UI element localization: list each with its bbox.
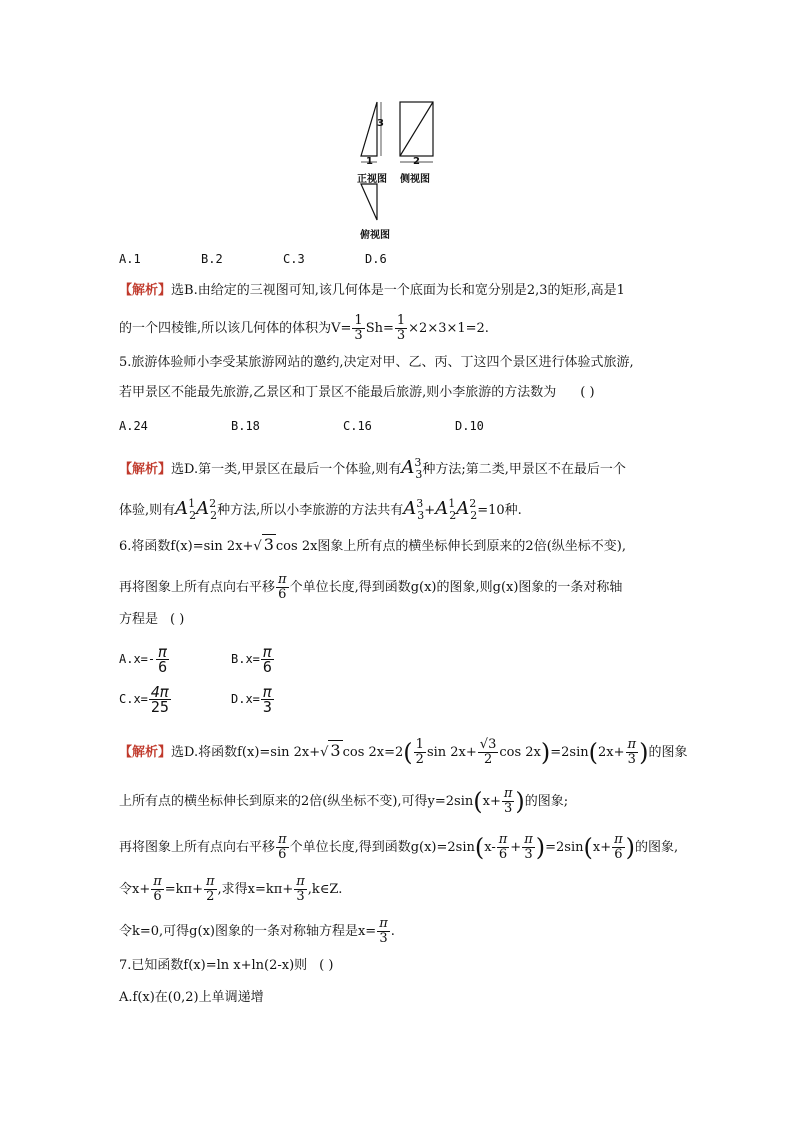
fraction: $\frac{1}{3}$: [396, 313, 406, 343]
perm-a22: $A^2_2$: [196, 497, 218, 522]
top-view-shape: [361, 184, 377, 220]
q4-option-b: B.2: [201, 252, 223, 266]
dim-1-label: 1: [366, 156, 373, 167]
q4-option-c: C.3: [283, 252, 305, 266]
dim-2-label: 2: [413, 156, 420, 167]
q6-option-a: A.x=- $\frac{\pi}{6}$: [119, 643, 168, 676]
sqrt-3: √ 3: [320, 741, 341, 760]
front-view-label: 正视图: [357, 174, 387, 185]
q4-options: [119, 251, 387, 267]
answer-blank: ( ): [170, 612, 185, 627]
answer-blank: ( ): [319, 958, 334, 973]
q5-solution-line1: 【解析】选D.第一类,甲景区在最后一个体验,则有$A^3_3$种方法;第二类,甲景区不在最后一个: [119, 456, 626, 481]
q7-option-a: A.f(x)在(0,2)上单调递增: [119, 990, 264, 1005]
sqrt-3: √ 3: [253, 535, 274, 554]
q6-solution-line5: 令k=0,可得g(x)图象的一条对称轴方程是x= $\frac{\pi}{3}$ .: [119, 916, 395, 946]
solution-tag: 【解析】: [119, 462, 172, 477]
solution-tag: 【解析】: [119, 283, 172, 298]
q5-solution-line2: 体验,则有$A^1_2A^2_2$种方法,所以小李旅游的方法共有$A^3_3+A^1_2A^2_2=10$种.: [119, 497, 522, 522]
q7-stem: 7.已知函数f(x)=ln x+ln(2-x)则 ( ): [119, 958, 334, 973]
q6-solution-line3: 再将图象上所有点向右平移 $\frac{\pi}{6}$ 个单位长度,得到函数g(x)=2sin(x- $\frac{\pi}{6}$ + $\frac{\pi}{3}$ )=2sin(x+ $\frac{\pi}{6}$ )的图象,: [119, 832, 679, 862]
q5-stem-line2: 若甲景区不能最先旅游,乙景区和丁景区不能最后旅游,则小李旅游的方法数为 ( ): [119, 385, 595, 400]
q6-options-row1: [119, 645, 275, 674]
perm-a21-b: $A^1_2$: [435, 497, 457, 522]
q6-stem-line2: 再将图象上所有点向右平移 $\frac{\pi}{6}$ 个单位长度,得到函数g(x)的图象,则g(x)图象的一条对称轴: [119, 572, 623, 602]
q6-solution-line2: 上所有点的横坐标伸长到原来的2倍(纵坐标不变),可得y=2sin(x+ $\frac{\pi}{3}$ )的图象;: [119, 786, 569, 816]
perm-a33: $A^3_3$: [401, 456, 423, 481]
fraction: $\frac{1}{3}$: [354, 313, 363, 343]
side-view-label: 侧视图: [400, 174, 430, 185]
perm-a21: $A^1_2$: [175, 497, 197, 522]
q6-option-c: C.x= $\frac{4\pi}{25}$: [119, 683, 169, 716]
q6-solution-line4: 令x+ $\frac{\pi}{6}$ =kπ+ $\frac{\pi}{2}$ ,求得x=kπ+ $\frac{\pi}{3}$ ,k∈Z.: [119, 874, 343, 904]
answer-blank: ( ): [580, 385, 595, 400]
perm-a33-b: $A^3_3$: [403, 497, 425, 522]
three-view-figure: [355, 98, 445, 238]
q6-solution-line1: 【解析】选D.将函数f(x)=sin 2x+√ 3 cos 2x=2( $\frac{1}{2}$ sin 2x+ $\frac{√3}{2}$ cos 2x)=2sin(2x+ $\frac{\pi}{3}$ )的图象: [119, 737, 688, 767]
solution-tag: 【解析】: [119, 745, 172, 760]
q6-option-d: D.x= $\frac{\pi}{3}$: [231, 683, 272, 716]
q5-option-c: C.16: [343, 419, 372, 433]
q4-solution-line1: 【解析】选B.由给定的三视图可知,该几何体是一个底面为长和宽分别是2,3的矩形,高是1: [119, 283, 625, 298]
q6-stem-line3: 方程是 ( ): [119, 612, 185, 627]
q6-option-b: B.x= $\frac{\pi}{6}$: [231, 643, 272, 676]
q4-solution-line2: 的一个四棱锥,所以该几何体的体积为V= $\frac{1}{3}$ Sh= $\frac{1}{3}$ ×2×3×1=2.: [119, 313, 489, 343]
perm-a22-b: $A^2_2$: [456, 497, 478, 522]
q6-stem-line1: 6.将函数f(x)=sin 2x+√ 3 cos 2x图象上所有点的横坐标伸长到原来的2倍(纵坐标不变),: [119, 535, 626, 554]
q5-stem-line1: 5.旅游体验师小李受某旅游网站的邀约,决定对甲、乙、丙、丁这四个景区进行体验式旅游,: [119, 355, 634, 370]
q6-options-row2: [119, 685, 275, 714]
q5-option-d: D.10: [455, 419, 484, 433]
dim-3-label: 3: [377, 118, 384, 129]
q4-option-d: D.6: [365, 252, 387, 266]
front-view-shape: [361, 102, 377, 156]
q5-option-a: A.24: [119, 419, 148, 433]
fraction: $\frac{\pi}{6}$: [278, 572, 287, 602]
q5-option-b: B.18: [231, 419, 260, 433]
top-view-label: 俯视图: [360, 230, 390, 241]
q5-options: [119, 418, 484, 434]
q4-option-a: A.1: [119, 252, 141, 266]
